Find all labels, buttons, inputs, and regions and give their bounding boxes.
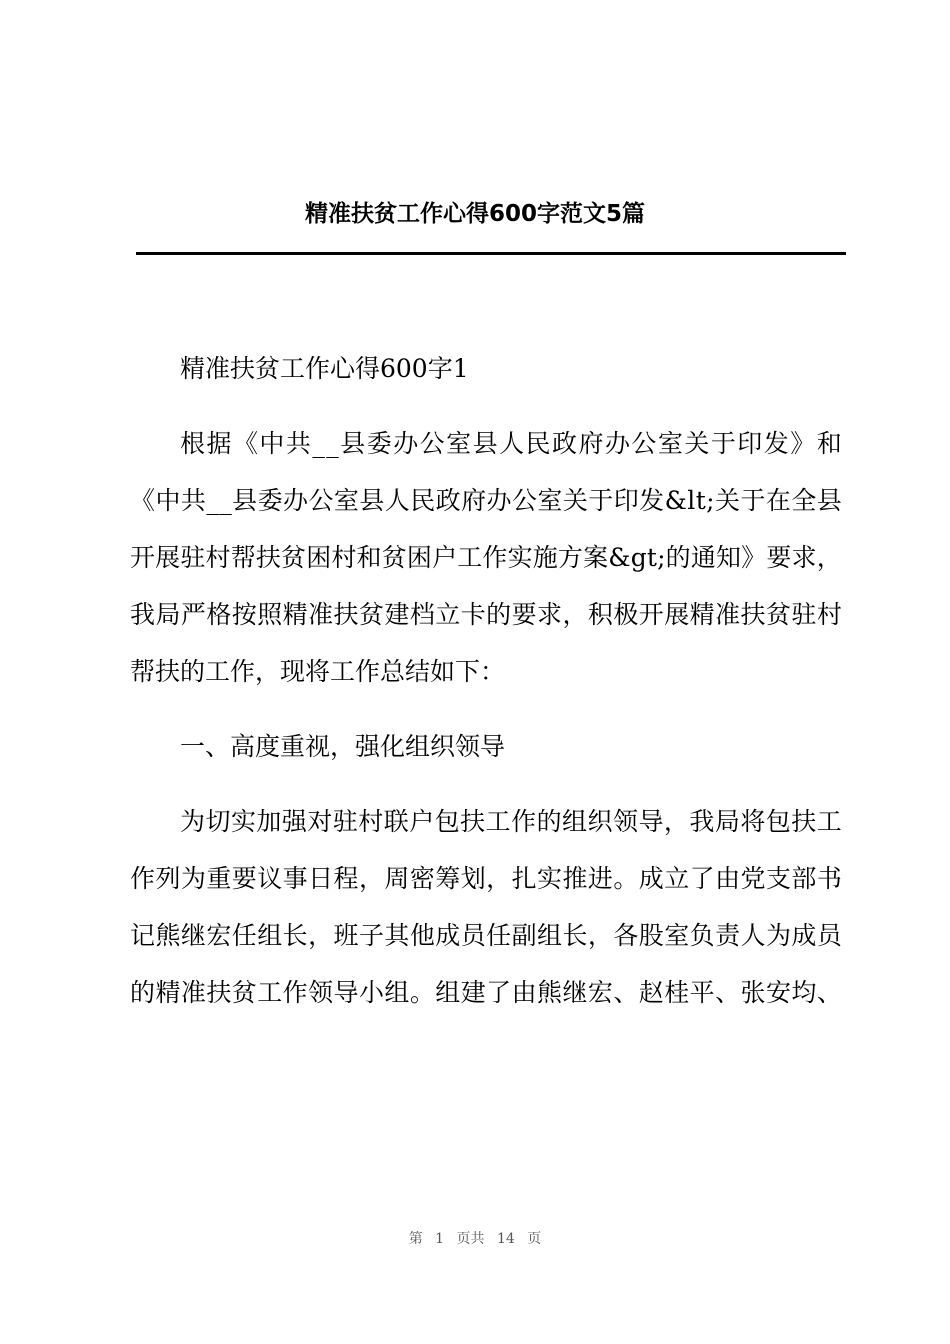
document-title: 精准扶贫工作心得600字范文5篇: [304, 201, 645, 227]
paragraph-line: 《 中 共 _ _ 县 委 办 公 室 县 人 民 政 府 办 公 室 关 于 印 发 & l t ; 关 于 在 全 县: [130, 486, 842, 515]
paragraph-line: 帮扶的工作，现将工作总结如下：: [130, 657, 506, 686]
paragraph-line: 作 列 为 重 要 议 事 日 程 ， 周 密 筹 划 ， 扎 实 推 进 。 成 立 了 由 党 支 部 书: [130, 864, 842, 893]
section-heading: 精准扶贫工作心得600字1: [180, 354, 469, 383]
paragraph-line: 我 局 严 格 按 照 精 准 扶 贫 建 档 立 卡 的 要 求 ， 积 极 开 展 精 准 扶 贫 驻 村: [130, 600, 842, 629]
paragraph-line: 的 精 准 扶 贫 工 作 领 导 小 组 。 组 建 了 由 熊 继 宏 、 赵 桂 平 、 张 安 均 、: [130, 978, 842, 1007]
paragraph-1: [130, 415, 842, 700]
paragraph-line: 根 据 《 中 共 _ _ 县 委 办 公 室 县 人 民 政 府 办 公 室 关 于 印 发 》 和: [180, 429, 842, 458]
page-footer: 第 1 页共 14 页: [408, 1231, 542, 1247]
document-body: [130, 340, 842, 1021]
paragraph-2: [130, 718, 842, 775]
paragraph-line: 开 展 驻 村 帮 扶 贫 困 村 和 贫 困 户 工 作 实 施 方 案 & g t ; 的 通 知 》 要 求 ，: [130, 543, 842, 572]
paragraph-line: 为 切 实 加 强 对 驻 村 联 户 包 扶 工 作 的 组 织 领 导 ， 我 局 将 包 扶 工: [180, 807, 842, 836]
paragraph-line: 记 熊 继 宏 任 组 长 ， 班 子 其 他 成 员 任 副 组 长 ， 各 股 室 负 责 人 为 成 员: [130, 921, 842, 950]
subheading-line: 一、高度重视，强化组织领导: [180, 732, 506, 761]
paragraph-3: [130, 793, 842, 1021]
title-underline-rule: [136, 252, 846, 255]
